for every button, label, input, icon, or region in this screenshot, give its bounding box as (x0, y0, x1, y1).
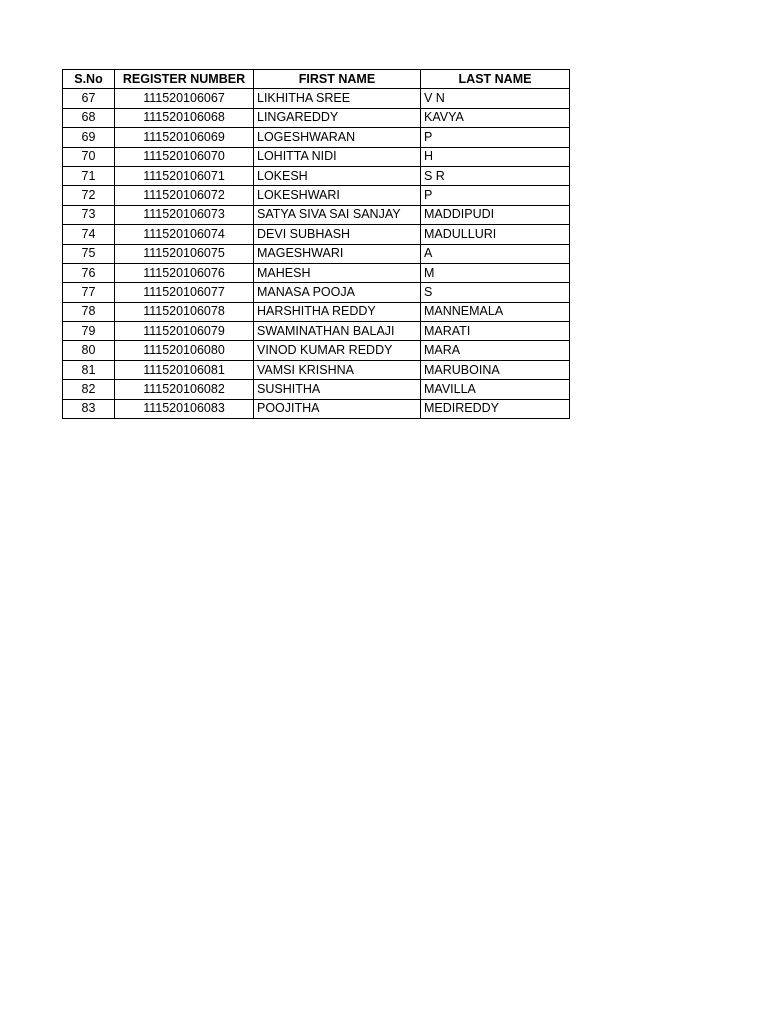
cell-sno: 69 (63, 128, 115, 147)
table-row (63, 263, 570, 282)
cell-last-name: MADDIPUDI (421, 205, 570, 224)
cell-last-name: MANNEMALA (421, 302, 570, 321)
cell-last-name: MARATI (421, 322, 570, 341)
table-row (63, 128, 570, 147)
cell-last-name: MARUBOINA (421, 360, 570, 379)
cell-last-name: P (421, 186, 570, 205)
cell-first-name: LINGAREDDY (254, 108, 421, 127)
cell-last-name: M (421, 263, 570, 282)
cell-register-number: 111520106071 (115, 166, 254, 185)
cell-register-number: 111520106070 (115, 147, 254, 166)
table-row (63, 108, 570, 127)
cell-first-name: POOJITHA (254, 399, 421, 418)
header-first-name: FIRST NAME (254, 70, 421, 89)
table-row (63, 166, 570, 185)
header-sno: S.No (63, 70, 115, 89)
cell-last-name: A (421, 244, 570, 263)
table-row (63, 283, 570, 302)
cell-first-name: SWAMINATHAN BALAJI (254, 322, 421, 341)
cell-register-number: 111520106072 (115, 186, 254, 205)
table-row (63, 186, 570, 205)
student-list-sheet (62, 69, 570, 419)
table-row (63, 322, 570, 341)
table-row (63, 205, 570, 224)
cell-last-name: KAVYA (421, 108, 570, 127)
table-row (63, 380, 570, 399)
table-row (63, 302, 570, 321)
cell-first-name: MANASA POOJA (254, 283, 421, 302)
cell-sno: 73 (63, 205, 115, 224)
cell-sno: 80 (63, 341, 115, 360)
table-row (63, 244, 570, 263)
cell-register-number: 111520106076 (115, 263, 254, 282)
cell-register-number: 111520106067 (115, 89, 254, 108)
cell-register-number: 111520106075 (115, 244, 254, 263)
cell-register-number: 111520106077 (115, 283, 254, 302)
cell-register-number: 111520106074 (115, 225, 254, 244)
table-row (63, 225, 570, 244)
cell-first-name: SATYA SIVA SAI SANJAY (254, 205, 421, 224)
cell-last-name: V N (421, 89, 570, 108)
table-row (63, 399, 570, 418)
cell-first-name: LOKESH (254, 166, 421, 185)
cell-sno: 82 (63, 380, 115, 399)
cell-sno: 76 (63, 263, 115, 282)
cell-last-name: MADULLURI (421, 225, 570, 244)
cell-last-name: MARA (421, 341, 570, 360)
table-row (63, 147, 570, 166)
cell-first-name: VAMSI KRISHNA (254, 360, 421, 379)
cell-register-number: 111520106069 (115, 128, 254, 147)
cell-last-name: MAVILLA (421, 380, 570, 399)
cell-sno: 77 (63, 283, 115, 302)
table-header-row (63, 70, 570, 89)
cell-last-name: MEDIREDDY (421, 399, 570, 418)
cell-first-name: VINOD KUMAR REDDY (254, 341, 421, 360)
cell-sno: 68 (63, 108, 115, 127)
header-register-number: REGISTER NUMBER (115, 70, 254, 89)
cell-sno: 71 (63, 166, 115, 185)
cell-sno: 81 (63, 360, 115, 379)
table-row (63, 360, 570, 379)
cell-last-name: H (421, 147, 570, 166)
cell-register-number: 111520106080 (115, 341, 254, 360)
cell-first-name: MAHESH (254, 263, 421, 282)
cell-last-name: P (421, 128, 570, 147)
cell-first-name: SUSHITHA (254, 380, 421, 399)
cell-first-name: HARSHITHA REDDY (254, 302, 421, 321)
table-body (63, 89, 570, 419)
cell-first-name: LOKESHWARI (254, 186, 421, 205)
cell-register-number: 111520106082 (115, 380, 254, 399)
cell-sno: 74 (63, 225, 115, 244)
cell-register-number: 111520106083 (115, 399, 254, 418)
cell-sno: 78 (63, 302, 115, 321)
cell-last-name: S R (421, 166, 570, 185)
cell-first-name: MAGESHWARI (254, 244, 421, 263)
cell-first-name: LIKHITHA SREE (254, 89, 421, 108)
cell-sno: 72 (63, 186, 115, 205)
student-table (62, 69, 570, 419)
cell-register-number: 111520106081 (115, 360, 254, 379)
cell-sno: 75 (63, 244, 115, 263)
cell-sno: 70 (63, 147, 115, 166)
table-row (63, 89, 570, 108)
cell-sno: 83 (63, 399, 115, 418)
header-last-name: LAST NAME (421, 70, 570, 89)
cell-first-name: DEVI SUBHASH (254, 225, 421, 244)
cell-register-number: 111520106079 (115, 322, 254, 341)
cell-register-number: 111520106068 (115, 108, 254, 127)
cell-first-name: LOGESHWARAN (254, 128, 421, 147)
cell-register-number: 111520106078 (115, 302, 254, 321)
cell-register-number: 111520106073 (115, 205, 254, 224)
cell-sno: 79 (63, 322, 115, 341)
cell-sno: 67 (63, 89, 115, 108)
table-row (63, 341, 570, 360)
cell-last-name: S (421, 283, 570, 302)
cell-first-name: LOHITTA NIDI (254, 147, 421, 166)
